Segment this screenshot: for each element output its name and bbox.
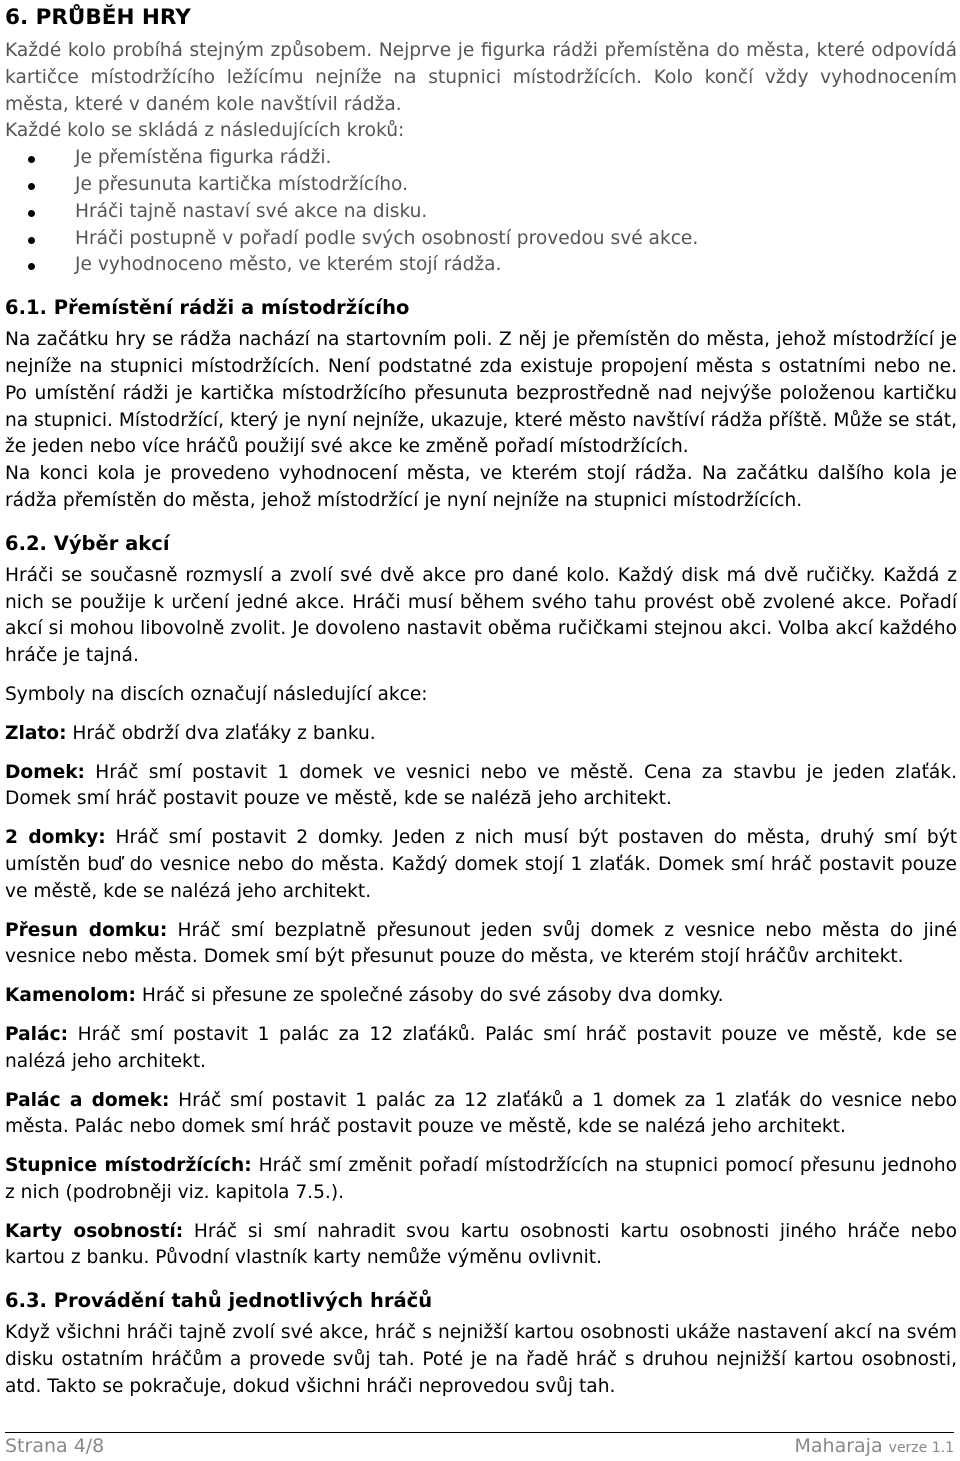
list-item: Hráči postupně v pořadí podle svých osobností provedou své akce. xyxy=(5,226,957,253)
version-label: verze 1.1 xyxy=(888,1440,954,1456)
action-stupnice: Stupnice místodržících: Hráč smí změnit pořadí místodržících na stupnici pomocí přesunu jednoho z nich (podrobněji viz. kapitola 7.5.). xyxy=(5,1155,957,1203)
bullet-icon xyxy=(28,263,35,270)
list-item: Je přesunuta kartička místodržícího. xyxy=(5,172,957,199)
action-presun-domku: Přesun domku: Hráč smí bezplatně přesunout jeden svůj domek z vesnice nebo města do jiné vesnice nebo města. Domek smí být přesunut pouze do města, ve kterém stojí hráčův architekt. xyxy=(5,919,958,968)
symbols-intro: Symboly na discích označují následující akce: xyxy=(5,683,428,705)
list-item: Je přemístěna figurka rádži. xyxy=(5,145,957,172)
page-heading: 6. PRŮBĚH HRY xyxy=(5,5,191,30)
section-heading-6-2: 6.2. Výběr akcí xyxy=(5,531,170,555)
document-page xyxy=(5,4,957,1401)
action-palac: Palác: Hráč smí postavit 1 palác za 12 zlaťáků. Palác smí hráč postavit pouze ve městě, kde se nalézá jeho architekt. xyxy=(5,1023,957,1072)
footer-title: Maharaja verze 1.1 xyxy=(794,1435,954,1457)
section-heading-6-3: 6.3. Provádění tahů jednotlivých hráčů xyxy=(5,1289,433,1313)
section-6-3-paragraph-1: Když všichni hráči tajně zvolí své akce, hráč s nejnižší kartou osobnosti ukáže nastavení akcí na svém disku ostatním hráčům a provede svůj tah. Poté je na řadě hráč s druhou nejnižší kartou osobnosti, atd. Takto se pokračuje, dokud všichni hráči neprovedou svůj tah. xyxy=(5,1322,957,1397)
action-zlato: Zlato: Hráč obdrží dva zlaťáky z banku. xyxy=(5,722,376,744)
action-domek: Domek: Hráč smí postavit 1 domek ve vesnici nebo ve městě. Cena za stavbu je jeden zlaťák. Domek smí hráč postavit pouze ve městě, kde se naléză jeho architekt. xyxy=(5,761,957,810)
action-palac-a-domek: Palác a domek: Hráč smí postavit 1 palác za 12 zlaťáků a 1 domek za 1 zlaťák do vesnice nebo města. Palác nebo domek smí hráč postavit pouze ve městě, kde se nalézá jeho architekt. xyxy=(5,1089,958,1138)
list-item: Je vyhodnoceno město, ve kterém stojí rádža. xyxy=(5,252,957,279)
section-heading-6-1: 6.1. Přemístění rádži a místodržícího xyxy=(5,296,410,320)
action-kamenolom: Kamenolom: Hráč si přesune ze společné zásoby do své zásoby dva domky. xyxy=(5,985,724,1007)
section-6-2-paragraph-1: Hráči se současně rozmyslí a zvolí své dvě akce pro dané kolo. Každý disk má dvě ručičky. Každá z nich se použije k určení jedné akce. Hráči musí během svého tahu provést obě zvolené akce. Pořadí akcí si mohou libovolně zvolit. Je dovoleno nastavit oběma ručičkami stejnou akci. Volba akcí každého hráče je tajná. xyxy=(5,564,957,667)
action-2-domky: 2 domky: Hráč smí postavit 2 domky. Jeden z nich musí být postaven do města, druhý smí být umístěn buď do vesnice nebo do města. Každý domek stojí 1 zlaťák. Domek smí hráč postavit pouze ve městě, kde se nalézá jeho architekt. xyxy=(5,827,957,902)
bullet-icon xyxy=(28,210,35,217)
page-number: Strana 4/8 xyxy=(5,1435,105,1457)
section-6-1-paragraph-1: Na začátku hry se rádža nachází na startovním poli. Z něj je přemístěn do města, jehož místodržící je nejníže na stupnici místodržících. Není podstatné zda existuje propojení města s ostatními nebo ne. Po umístění rádži je kartička místodržícího přesunuta bezprostředně nad nejvýše položenou kartičku na stupnici. Místodržící, který je nyní nejníže, ukazuje, které město navštíví rádža příště. Může se stát, že jeden nebo více hráčů použijí své akce ke změně pořadí místodržících. xyxy=(5,329,957,458)
bullet-icon xyxy=(28,237,35,244)
steps-intro: Každé kolo se skládá z následujících kroků: xyxy=(5,120,405,142)
section-6-1-paragraph-2: Na konci kola je provedeno vyhodnocení města, ve kterém stojí rádža. Na začátku dalšího kola je rádža přemístěn do města, jehož místodržící je nyní nejníže na stupnici místodržících. xyxy=(5,463,957,511)
bullet-icon xyxy=(28,156,35,163)
list-item: Hráči tajně nastaví své akce na disku. xyxy=(5,199,957,226)
steps-list xyxy=(5,145,957,279)
action-karty-osobnosti: Karty osobností: Hráč si smí nahradit svou kartu osobnosti kartu osobnosti jiného hráče nebo kartou z banku. Původní vlastník karty nemůže výměnu ovlivnit. xyxy=(5,1220,957,1269)
bullet-icon xyxy=(28,183,35,190)
intro-paragraph: Každé kolo probíhá stejným způsobem. Nejprve je figurka rádži přemístěna do města, které odpovídá kartičce místodržícího ležícímu nejníže na stupnici místodržících. Kolo končí vždy vyhodnocením města, které v daném kole navštívil rádža. xyxy=(5,40,957,115)
